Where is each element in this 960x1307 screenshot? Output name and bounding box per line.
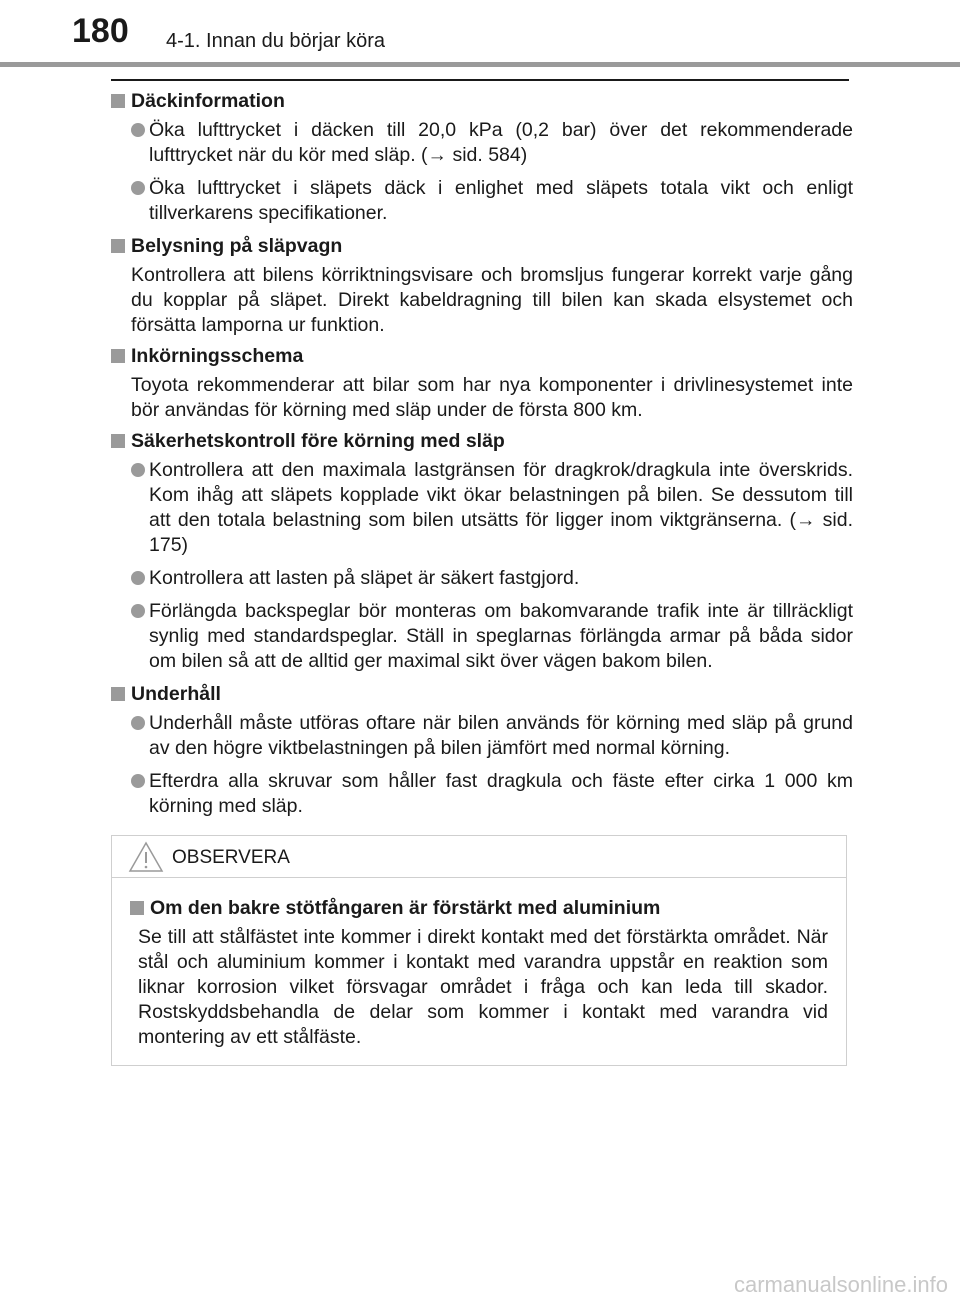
page-number: 180: [72, 12, 129, 50]
content-top-divider: [111, 79, 849, 81]
notice-text: Se till att stålfästet inte kommer i direkt kontakt med det förstärkta området. När stål och aluminium kommer i kontakt med varandra uppstår en reaktion som liknar korrosion vilket försvagar området i fråga och kan leda till skador. Rostskyddsbehandla de delar som kommer i kontakt med varandra vid montering av ett stålfäste.: [138, 926, 828, 1048]
square-bullet-icon: [111, 687, 125, 701]
page-header: [0, 0, 960, 62]
section-title: Belysning på släpvagn: [111, 234, 853, 259]
notice-body: [112, 878, 846, 1050]
section-trailer-lights: [111, 234, 853, 338]
section-title: Inkörningsschema: [111, 344, 853, 369]
section-title: Säkerhetskontroll före körning med släp: [111, 429, 853, 454]
section-title: Däckinformation: [111, 89, 853, 114]
list-item: Underhåll måste utföras oftare när bilen används för körning med släp på grund av den högre viktbelastningen på bilen jämfört med normal körning.: [111, 711, 853, 761]
square-bullet-icon: [111, 94, 125, 108]
notice-title: Om den bakre stötfångaren är förstärkt med aluminium: [130, 896, 828, 921]
round-bullet-icon: [131, 571, 145, 585]
round-bullet-icon: [131, 774, 145, 788]
notice-header: [112, 836, 846, 878]
round-bullet-icon: [131, 463, 145, 477]
main-content: [111, 89, 853, 827]
square-bullet-icon: [111, 434, 125, 448]
square-bullet-icon: [130, 901, 144, 915]
chapter-title: 4-1. Innan du börjar köra: [166, 30, 386, 52]
square-bullet-icon: [111, 349, 125, 363]
list-item: Öka lufttrycket i däcken till 20,0 kPa (0,2 bar) över det rekommenderade lufttrycket när du kör med släp. (→ sid. 584): [111, 118, 853, 168]
round-bullet-icon: [131, 604, 145, 618]
section-safety-check: [111, 429, 853, 674]
list-item: Förlängda backspeglar bör monteras om bakomvarande trafik inte är tillräckligt synlig med standardspeglar. Ställ in speglarnas förlängda armar på båda sidor om bilen så att de alltid ger maximal sikt över vägen bakom bilen.: [111, 599, 853, 674]
list-item: Kontrollera att den maximala lastgränsen för dragkrok/dragkula inte överskrids. Kom ihåg att släpets kopplade vikt ökar belastningen på bilen. Se dessutom till att den totala belastning som bilen utsätts för ligger inom viktgränserna. (→ sid. 175): [111, 458, 853, 558]
section-paragraph: Kontrollera att bilens körriktningsvisare och bromsljus fungerar korrekt varje gång du kopplar på släpet. Direkt kabeldragning till bilen kan skada elsystemet och försätta lamporna ur funktion.: [131, 264, 853, 336]
section-maintenance: [111, 682, 853, 819]
section-paragraph: Toyota rekommenderar att bilar som har nya komponenter i drivlinesystemet inte bör användas för körning med släp under de första 800 km.: [131, 374, 853, 421]
section-title: Underhåll: [111, 682, 853, 707]
section-break-in: [111, 344, 853, 423]
watermark: carmanualsonline.info: [733, 1272, 948, 1297]
round-bullet-icon: [131, 716, 145, 730]
list-item: Efterdra alla skruvar som håller fast dragkula och fäste efter cirka 1 000 km körning med släp.: [111, 769, 853, 819]
notice-label: OBSERVERA: [172, 847, 290, 868]
round-bullet-icon: [131, 181, 145, 195]
round-bullet-icon: [131, 123, 145, 137]
list-item: Öka lufttrycket i släpets däck i enlighet med släpets totala vikt och enligt tillverkarens specifikationer.: [111, 176, 853, 226]
warning-triangle-icon: [128, 841, 164, 873]
notice-box: [111, 835, 847, 1066]
square-bullet-icon: [111, 239, 125, 253]
header-divider: [0, 62, 960, 67]
section-tire-info: [111, 89, 853, 226]
list-item: Kontrollera att lasten på släpet är säkert fastgjord.: [111, 566, 853, 591]
